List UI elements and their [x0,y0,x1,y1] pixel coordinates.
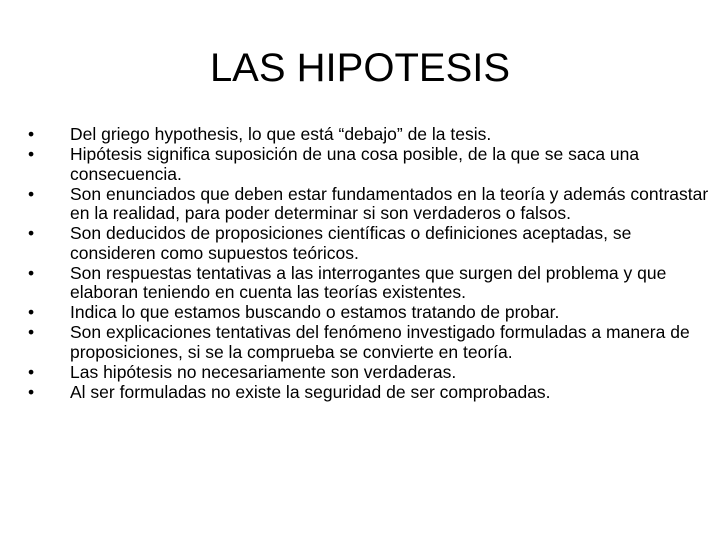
bullet-item [28,145,712,184]
bullet-marker: • [28,381,35,402]
bullet-item [28,224,712,263]
bullet-item [28,264,712,303]
bullet-text: Son respuestas tentativas a las interrogantes que surgen del problema y que elaboran teniendo en cuenta las teorías existentes. [70,262,667,302]
bullet-text: Al ser formuladas no existe la seguridad de ser comprobadas. [70,381,551,402]
bullet-marker: • [28,124,35,144]
bullet-marker: • [28,302,35,322]
bullet-text: Las hipótesis no necesariamente son verdaderas. [70,361,457,382]
bullet-marker: • [28,361,35,382]
bullet-text: Son deducidos de proposiciones científicas o definiciones aceptadas, se consideren como supuestos teóricos. [70,223,632,263]
bullet-text: Hipótesis significa suposición de una cosa posible, de la que se saca una consecuencia. [70,144,640,184]
bullet-text: Del griego hypothesis, lo que está “debajo” de la tesis. [70,124,492,144]
bullet-marker: • [28,322,35,342]
bullet-item [28,125,712,145]
bullet-list [28,125,712,403]
bullet-marker: • [28,144,35,164]
bullet-text: Indica lo que estamos buscando o estamos tratando de probar. [70,302,560,322]
bullet-text: Son explicaciones tentativas del fenómeno investigado formuladas a manera de proposiciones, si se la comprueba se convierte en teoría. [70,322,690,362]
bullet-text: Son enunciados que deben estar fundamentados en la teoría y además contrastar en la realidad, para poder determinar si son verdaderos o falsos. [70,183,709,223]
bullet-item [28,185,712,224]
slide-title: LAS HIPOTESIS [209,46,511,90]
bullet-item [28,303,712,323]
bullet-item [28,383,712,403]
bullet-item [28,323,712,362]
bullet-item [28,363,712,383]
bullet-marker: • [28,223,35,243]
bullet-marker: • [28,183,35,204]
bullet-marker: • [28,262,35,283]
